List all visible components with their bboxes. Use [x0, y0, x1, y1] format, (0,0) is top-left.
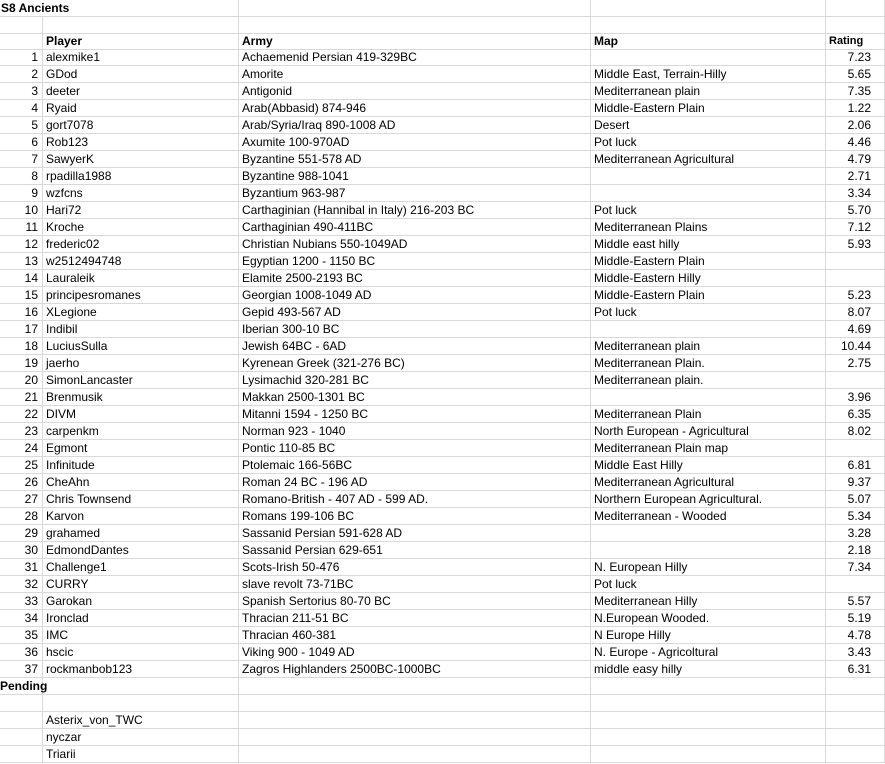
map-cell[interactable]: Mediterranean plain: [591, 83, 826, 99]
table-row: [0, 508, 885, 525]
rating-cell[interactable]: 5.57: [826, 593, 885, 609]
row-number[interactable]: 34: [0, 610, 43, 626]
row-number[interactable]: 20: [0, 372, 43, 388]
army-cell[interactable]: Romans 199-106 BC: [239, 508, 591, 524]
player-cell[interactable]: XLegione: [43, 304, 239, 320]
player-cell[interactable]: CheAhn: [43, 474, 239, 490]
pending-label[interactable]: Pending: [0, 679, 48, 693]
map-cell[interactable]: [591, 321, 826, 337]
map-cell[interactable]: Mediterranean Agricultural: [591, 474, 826, 490]
table-row: [0, 202, 885, 219]
map-cell[interactable]: Mediterranean plain.: [591, 372, 826, 388]
rating-cell[interactable]: [826, 253, 885, 269]
player-cell[interactable]: SimonLancaster: [43, 372, 239, 388]
rating-cell[interactable]: 5.07: [826, 491, 885, 507]
player-cell[interactable]: Challenge1: [43, 559, 239, 575]
table-row: [0, 644, 885, 661]
rating-cell[interactable]: [826, 440, 885, 456]
row-number[interactable]: 33: [0, 593, 43, 609]
row-number[interactable]: 31: [0, 559, 43, 575]
army-cell[interactable]: slave revolt 73-71BC: [239, 576, 591, 592]
row-number[interactable]: 9: [0, 185, 43, 201]
rating-cell[interactable]: 10.44: [826, 338, 885, 354]
map-cell[interactable]: Mediterranean Plain: [591, 406, 826, 422]
empty-cell[interactable]: [0, 729, 43, 745]
empty-cell[interactable]: [591, 678, 826, 694]
row-number[interactable]: 10: [0, 202, 43, 218]
army-cell[interactable]: Arab(Abbasid) 874-946: [239, 100, 591, 116]
map-cell[interactable]: [591, 168, 826, 184]
empty-cell[interactable]: [0, 695, 43, 711]
table-row: [0, 610, 885, 627]
map-cell[interactable]: [591, 49, 826, 65]
row-number[interactable]: 11: [0, 219, 43, 235]
rating-cell[interactable]: 4.79: [826, 151, 885, 167]
rating-cell[interactable]: 3.34: [826, 185, 885, 201]
rating-cell[interactable]: [826, 576, 885, 592]
table-row: [0, 83, 885, 100]
rating-cell[interactable]: 5.93: [826, 236, 885, 252]
rating-cell[interactable]: 7.35: [826, 83, 885, 99]
empty-row: [0, 695, 885, 712]
player-cell[interactable]: Egmont: [43, 440, 239, 456]
header-row: [0, 33, 885, 50]
pending-player-cell[interactable]: Triarii: [43, 746, 239, 762]
table-row: [0, 66, 885, 83]
player-cell[interactable]: Infinitude: [43, 457, 239, 473]
map-cell[interactable]: Mediterranean Plain.: [591, 355, 826, 371]
player-cell[interactable]: Brenmusik: [43, 389, 239, 405]
table-row: [0, 219, 885, 236]
army-cell[interactable]: Makkan 2500-1301 BC: [239, 389, 591, 405]
empty-cell[interactable]: [826, 712, 885, 728]
sheet-title[interactable]: S8 Ancients: [1, 1, 70, 15]
army-cell[interactable]: Byzantine 988-1041: [239, 168, 591, 184]
empty-cell[interactable]: [591, 746, 826, 762]
map-cell[interactable]: Mediterranean Agricultural: [591, 151, 826, 167]
map-cell[interactable]: N. European Hilly: [591, 559, 826, 575]
map-cell[interactable]: [591, 525, 826, 541]
army-cell[interactable]: Amorite: [239, 66, 591, 82]
army-cell[interactable]: Roman 24 BC - 196 AD: [239, 474, 591, 490]
army-cell[interactable]: Georgian 1008-1049 AD: [239, 287, 591, 303]
pending-row: [0, 712, 885, 729]
row-number[interactable]: 24: [0, 440, 43, 456]
row-number[interactable]: 35: [0, 627, 43, 643]
army-cell[interactable]: Scots-Irish 50-476: [239, 559, 591, 575]
row-number[interactable]: 12: [0, 236, 43, 252]
army-cell[interactable]: Egyptian 1200 - 1150 BC: [239, 253, 591, 269]
rating-cell[interactable]: 6.35: [826, 406, 885, 422]
player-cell[interactable]: Karvon: [43, 508, 239, 524]
row-number[interactable]: 36: [0, 644, 43, 660]
army-cell[interactable]: Achaemenid Persian 419-329BC: [239, 49, 591, 65]
army-cell[interactable]: Sassanid Persian 591-628 AD: [239, 525, 591, 541]
player-cell[interactable]: gort7078: [43, 117, 239, 133]
row-number[interactable]: 23: [0, 423, 43, 439]
player-cell[interactable]: w2512494748: [43, 253, 239, 269]
army-cell[interactable]: Byzantium 963-987: [239, 185, 591, 201]
army-cell[interactable]: Carthaginian 490-411BC: [239, 219, 591, 235]
table-row: [0, 559, 885, 576]
row-number[interactable]: 15: [0, 287, 43, 303]
map-cell[interactable]: [591, 185, 826, 201]
table-row: [0, 457, 885, 474]
map-cell[interactable]: Middle-Eastern Plain: [591, 287, 826, 303]
row-number[interactable]: 5: [0, 117, 43, 133]
table-row: [0, 474, 885, 491]
table-row: [0, 661, 885, 678]
rating-cell[interactable]: 2.18: [826, 542, 885, 558]
empty-cell[interactable]: [826, 729, 885, 745]
map-cell[interactable]: Pot luck: [591, 202, 826, 218]
header-army[interactable]: Army: [239, 33, 591, 49]
player-cell[interactable]: rockmanbob123: [43, 661, 239, 677]
map-cell[interactable]: Middle-Eastern Plain: [591, 100, 826, 116]
rating-cell[interactable]: 3.96: [826, 389, 885, 405]
row-number[interactable]: 22: [0, 406, 43, 422]
row-number[interactable]: 21: [0, 389, 43, 405]
map-cell[interactable]: Mediterranean Hilly: [591, 593, 826, 609]
empty-cell[interactable]: [239, 729, 591, 745]
table-row: [0, 372, 885, 389]
map-cell[interactable]: [591, 389, 826, 405]
table-row: [0, 355, 885, 372]
army-cell[interactable]: Zagros Highlanders 2500BC-1000BC: [239, 661, 591, 677]
rating-cell[interactable]: 5.34: [826, 508, 885, 524]
player-cell[interactable]: alexmike1: [43, 49, 239, 65]
table-row: [0, 134, 885, 151]
player-cell[interactable]: Lauraleik: [43, 270, 239, 286]
table-row: [0, 627, 885, 644]
row-number[interactable]: 4: [0, 100, 43, 116]
player-cell[interactable]: frederic02: [43, 236, 239, 252]
empty-cell[interactable]: [591, 712, 826, 728]
map-cell[interactable]: N. Europe - Agricoltural: [591, 644, 826, 660]
header-map[interactable]: Map: [591, 33, 826, 49]
row-number[interactable]: 6: [0, 134, 43, 150]
player-cell[interactable]: GDod: [43, 66, 239, 82]
player-cell[interactable]: grahamed: [43, 525, 239, 541]
header-player[interactable]: Player: [43, 33, 239, 49]
army-cell[interactable]: Mitanni 1594 - 1250 BC: [239, 406, 591, 422]
army-cell[interactable]: Ptolemaic 166-56BC: [239, 457, 591, 473]
army-cell[interactable]: Kyrenean Greek (321-276 BC): [239, 355, 591, 371]
table-row: [0, 389, 885, 406]
empty-cell[interactable]: [826, 695, 885, 711]
table-row: [0, 253, 885, 270]
empty-cell[interactable]: [43, 678, 239, 694]
army-cell[interactable]: Axumite 100-970AD: [239, 134, 591, 150]
table-row: [0, 338, 885, 355]
player-cell[interactable]: carpenkm: [43, 423, 239, 439]
player-cell[interactable]: Hari72: [43, 202, 239, 218]
army-cell[interactable]: Viking 900 - 1049 AD: [239, 644, 591, 660]
rating-cell[interactable]: [826, 372, 885, 388]
army-cell[interactable]: Jewish 64BC - 6AD: [239, 338, 591, 354]
army-cell[interactable]: Thracian 211-51 BC: [239, 610, 591, 626]
player-cell[interactable]: Garokan: [43, 593, 239, 609]
player-cell[interactable]: Ironclad: [43, 610, 239, 626]
player-cell[interactable]: deeter: [43, 83, 239, 99]
rating-cell[interactable]: [826, 270, 885, 286]
rating-cell[interactable]: 9.37: [826, 474, 885, 490]
map-cell[interactable]: Middle east hilly: [591, 236, 826, 252]
empty-cell[interactable]: [0, 746, 43, 762]
map-cell[interactable]: Pot luck: [591, 134, 826, 150]
table-row: [0, 49, 885, 66]
row-number[interactable]: 32: [0, 576, 43, 592]
player-cell[interactable]: Rob123: [43, 134, 239, 150]
row-number[interactable]: 7: [0, 151, 43, 167]
player-cell[interactable]: SawyerK: [43, 151, 239, 167]
map-cell[interactable]: Middle-Eastern Hilly: [591, 270, 826, 286]
row-number[interactable]: 2: [0, 66, 43, 82]
table-row: [0, 525, 885, 542]
map-cell[interactable]: Desert: [591, 117, 826, 133]
pending-player-cell[interactable]: nyczar: [43, 729, 239, 745]
empty-cell[interactable]: [239, 712, 591, 728]
empty-cell[interactable]: [826, 678, 885, 694]
row-number[interactable]: 19: [0, 355, 43, 371]
player-cell[interactable]: jaerho: [43, 355, 239, 371]
row-number[interactable]: 18: [0, 338, 43, 354]
row-number[interactable]: 1: [0, 49, 43, 65]
map-cell[interactable]: Mediterranean Plain map: [591, 440, 826, 456]
map-cell[interactable]: Middle-Eastern Plain: [591, 253, 826, 269]
rating-cell[interactable]: 5.19: [826, 610, 885, 626]
pending-player-cell[interactable]: Asterix_von_TWC: [43, 712, 239, 728]
table-row: [0, 117, 885, 134]
row-number[interactable]: 28: [0, 508, 43, 524]
rating-cell[interactable]: 8.07: [826, 304, 885, 320]
rating-cell[interactable]: 2.06: [826, 117, 885, 133]
row-number[interactable]: 14: [0, 270, 43, 286]
army-cell[interactable]: Sassanid Persian 629-651: [239, 542, 591, 558]
row-number[interactable]: 29: [0, 525, 43, 541]
table-row: [0, 406, 885, 423]
row-number[interactable]: 16: [0, 304, 43, 320]
table-row: [0, 287, 885, 304]
player-cell[interactable]: LuciusSulla: [43, 338, 239, 354]
map-cell[interactable]: N.European Wooded.: [591, 610, 826, 626]
map-cell[interactable]: Mediterranean - Wooded: [591, 508, 826, 524]
map-cell[interactable]: Middle East Hilly: [591, 457, 826, 473]
table-row: [0, 304, 885, 321]
rating-cell[interactable]: 1.22: [826, 100, 885, 116]
rating-cell[interactable]: 7.23: [826, 49, 885, 65]
table-row: [0, 423, 885, 440]
player-cell[interactable]: Chris Townsend: [43, 491, 239, 507]
rating-cell[interactable]: 6.81: [826, 457, 885, 473]
army-cell[interactable]: Christian Nubians 550-1049AD: [239, 236, 591, 252]
army-cell[interactable]: Arab/Syria/Iraq 890-1008 AD: [239, 117, 591, 133]
army-cell[interactable]: Thracian 460-381: [239, 627, 591, 643]
header-rating[interactable]: Rating: [826, 33, 885, 49]
player-cell[interactable]: IMC: [43, 627, 239, 643]
table-row: [0, 168, 885, 185]
pending-label-row: [0, 678, 885, 695]
player-cell[interactable]: wzfcns: [43, 185, 239, 201]
map-cell[interactable]: Pot luck: [591, 304, 826, 320]
table-row: [0, 270, 885, 287]
rating-cell[interactable]: 5.23: [826, 287, 885, 303]
pending-row: [0, 729, 885, 746]
army-cell[interactable]: Elamite 2500-2193 BC: [239, 270, 591, 286]
pending-row: [0, 746, 885, 763]
table-row: [0, 576, 885, 593]
map-cell[interactable]: Pot luck: [591, 576, 826, 592]
map-cell[interactable]: [591, 542, 826, 558]
table-row: [0, 236, 885, 253]
row-number[interactable]: 13: [0, 253, 43, 269]
title-row: [0, 0, 885, 17]
row-number[interactable]: 17: [0, 321, 43, 337]
empty-cell[interactable]: [826, 746, 885, 762]
rating-cell[interactable]: 7.12: [826, 219, 885, 235]
army-cell[interactable]: Byzantine 551-578 AD: [239, 151, 591, 167]
rating-cell[interactable]: 5.70: [826, 202, 885, 218]
rating-cell[interactable]: 6.31: [826, 661, 885, 677]
rating-cell[interactable]: 3.28: [826, 525, 885, 541]
player-cell[interactable]: Ryaid: [43, 100, 239, 116]
player-cell[interactable]: EdmondDantes: [43, 542, 239, 558]
rating-cell[interactable]: 4.46: [826, 134, 885, 150]
player-cell[interactable]: hscic: [43, 644, 239, 660]
player-cell[interactable]: Kroche: [43, 219, 239, 235]
player-cell[interactable]: CURRY: [43, 576, 239, 592]
army-cell[interactable]: Lysimachid 320-281 BC: [239, 372, 591, 388]
army-cell[interactable]: Spanish Sertorius 80-70 BC: [239, 593, 591, 609]
map-cell[interactable]: Middle East, Terrain-Hilly: [591, 66, 826, 82]
row-number[interactable]: 25: [0, 457, 43, 473]
row-number[interactable]: 3: [0, 83, 43, 99]
rating-cell[interactable]: 2.75: [826, 355, 885, 371]
rating-cell[interactable]: 7.34: [826, 559, 885, 575]
row-number[interactable]: 27: [0, 491, 43, 507]
map-cell[interactable]: Mediterranean Plains: [591, 219, 826, 235]
empty-cell[interactable]: [591, 729, 826, 745]
map-cell[interactable]: Mediterranean plain: [591, 338, 826, 354]
row-number[interactable]: 8: [0, 168, 43, 184]
rating-cell[interactable]: 3.43: [826, 644, 885, 660]
table-row: [0, 542, 885, 559]
rating-cell[interactable]: 4.69: [826, 321, 885, 337]
army-cell[interactable]: Gepid 493-567 AD: [239, 304, 591, 320]
player-cell[interactable]: principesromanes: [43, 287, 239, 303]
player-cell[interactable]: rpadilla1988: [43, 168, 239, 184]
row-number[interactable]: 30: [0, 542, 43, 558]
empty-cell[interactable]: [0, 712, 43, 728]
table-row: [0, 151, 885, 168]
table-row: [0, 491, 885, 508]
rating-cell[interactable]: 8.02: [826, 423, 885, 439]
map-cell[interactable]: Northern European Agricultural.: [591, 491, 826, 507]
army-cell[interactable]: Norman 923 - 1040: [239, 423, 591, 439]
rating-cell[interactable]: 4.78: [826, 627, 885, 643]
player-cell[interactable]: Indibil: [43, 321, 239, 337]
table-row: [0, 321, 885, 338]
army-cell[interactable]: Pontic 110-85 BC: [239, 440, 591, 456]
table-row: [0, 185, 885, 202]
army-cell[interactable]: Romano-British - 407 AD - 599 AD.: [239, 491, 591, 507]
table-row: [0, 100, 885, 117]
empty-cell[interactable]: [239, 678, 591, 694]
army-cell[interactable]: Iberian 300-10 BC: [239, 321, 591, 337]
row-number[interactable]: 37: [0, 661, 43, 677]
table-row: [0, 440, 885, 457]
player-cell[interactable]: DIVM: [43, 406, 239, 422]
army-cell[interactable]: Carthaginian (Hannibal in Italy) 216-203 BC: [239, 202, 591, 218]
empty-cell[interactable]: [239, 695, 591, 711]
empty-cell[interactable]: [239, 746, 591, 762]
map-cell[interactable]: N Europe Hilly: [591, 627, 826, 643]
empty-cell[interactable]: [43, 695, 239, 711]
table-row: [0, 593, 885, 610]
map-cell[interactable]: middle easy hilly: [591, 661, 826, 677]
rating-cell[interactable]: 2.71: [826, 168, 885, 184]
map-cell[interactable]: North European - Agricultural: [591, 423, 826, 439]
empty-cell[interactable]: [591, 695, 826, 711]
rating-cell[interactable]: 5.65: [826, 66, 885, 82]
row-number[interactable]: 26: [0, 474, 43, 490]
army-cell[interactable]: Antigonid: [239, 83, 591, 99]
empty-row: [0, 17, 885, 34]
